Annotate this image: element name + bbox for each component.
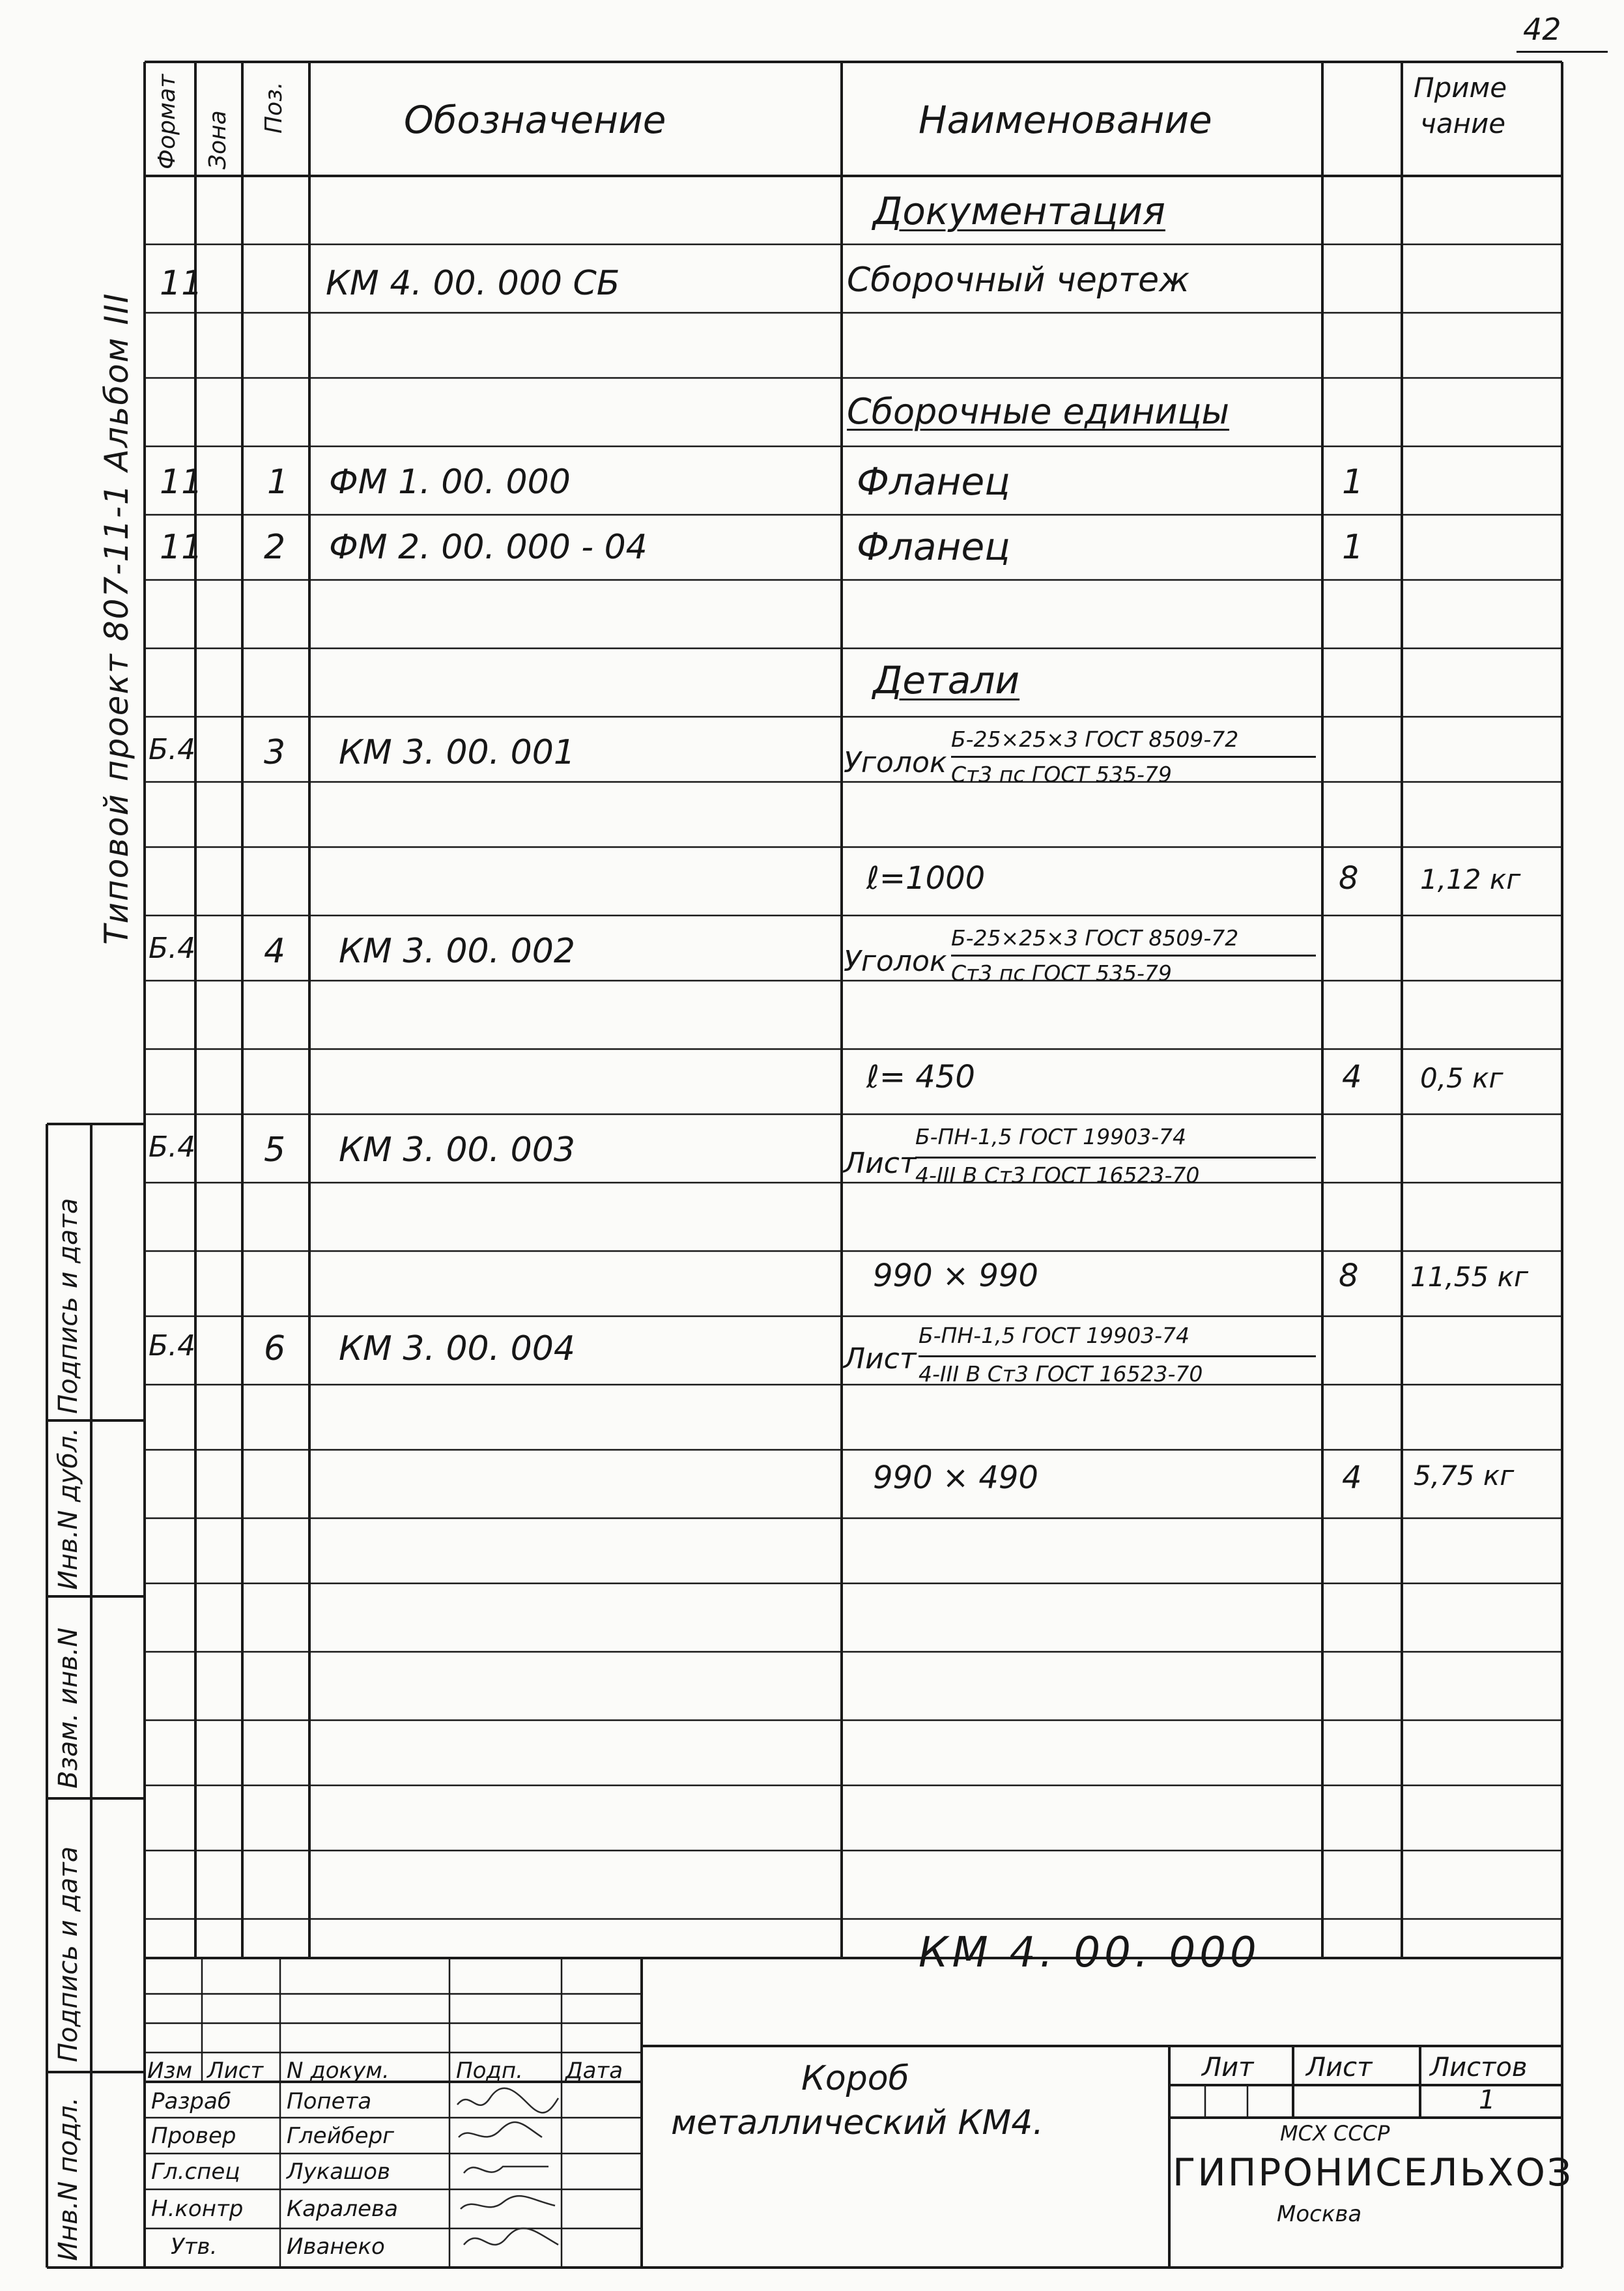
row-asm1-designation: ФМ 1. 00. 000 bbox=[329, 463, 571, 502]
tb-col-doc-no: N докум. bbox=[287, 2058, 390, 2084]
header-note-1: Приме bbox=[1414, 72, 1507, 104]
row-asm2-format: 11 bbox=[160, 528, 203, 567]
org-city: Москва bbox=[1277, 2201, 1362, 2227]
tb-col-date: Дата bbox=[565, 2058, 623, 2084]
row-p5-note: 11,55 кг bbox=[1410, 1261, 1529, 1293]
row-p3-size: ℓ=1000 bbox=[866, 860, 986, 897]
header-note-2: чание bbox=[1420, 108, 1506, 139]
row-p6-size: 990 × 490 bbox=[873, 1460, 1038, 1496]
tb-col-sign: Подп. bbox=[456, 2058, 523, 2084]
row-p3-designation: КМ 3. 00. 001 bbox=[339, 733, 575, 772]
row-p5-spec-top: Б-ПН-1,5 ГОСТ 19903-74 bbox=[915, 1124, 1186, 1149]
row-p4-format: Б.4 bbox=[149, 932, 196, 965]
tb-sheets-value: 1 bbox=[1479, 2085, 1496, 2115]
tb-name-developer: Попета bbox=[287, 2088, 372, 2114]
row-p5-size: 990 × 990 bbox=[873, 1258, 1038, 1294]
row-p4-designation: КМ 3. 00. 002 bbox=[339, 932, 575, 971]
section-assembly-units: Сборочные единицы bbox=[847, 391, 1230, 432]
row-doc-name: Сборочный чертеж bbox=[847, 261, 1190, 300]
row-p5-name: Лист bbox=[844, 1147, 917, 1180]
product-name-line-2: металлический КМ4. bbox=[671, 2103, 1044, 2142]
sheet-number-rule bbox=[1517, 51, 1608, 53]
tb-role-checker: Провер bbox=[151, 2123, 236, 2149]
album-caption: Типовой проект 807-11-1 Альбом III bbox=[98, 292, 135, 945]
row-p4-pos: 4 bbox=[264, 932, 286, 971]
row-asm2-pos: 2 bbox=[264, 528, 286, 567]
product-name-line-1: Короб bbox=[801, 2059, 909, 2098]
row-p5-qty: 8 bbox=[1339, 1258, 1359, 1294]
org-ministry: МСХ СССР bbox=[1280, 2121, 1390, 2146]
tb-col-izm: Изм bbox=[147, 2058, 193, 2084]
row-p3-qty: 8 bbox=[1339, 860, 1359, 897]
tb-role-chief: Гл.спец bbox=[151, 2159, 240, 2185]
row-p5-format: Б.4 bbox=[149, 1131, 196, 1164]
tb-role-approver: Утв. bbox=[171, 2234, 218, 2260]
signatures-image bbox=[451, 2085, 562, 2268]
sheet-number: 42 bbox=[1523, 12, 1561, 47]
tb-role-normcontrol: Н.контр bbox=[151, 2196, 244, 2222]
row-p3-note: 1,12 кг bbox=[1420, 863, 1521, 895]
tb-name-normcontrol: Каралева bbox=[287, 2196, 398, 2222]
header-designation: Обозначение bbox=[404, 98, 666, 142]
row-p5-pos: 5 bbox=[264, 1131, 286, 1170]
stamp-sign-date-2: Подпись и дата bbox=[53, 1198, 83, 1414]
tb-role-developer: Разраб bbox=[151, 2088, 231, 2114]
stamp-replace-inv: Взам. инв.N bbox=[53, 1627, 83, 1789]
row-asm2-designation: ФМ 2. 00. 000 - 04 bbox=[329, 528, 648, 567]
section-parts: Детали bbox=[873, 658, 1020, 702]
row-asm2-qty: 1 bbox=[1342, 528, 1364, 567]
row-p6-designation: КМ 3. 00. 004 bbox=[339, 1329, 575, 1368]
tb-name-chief: Лукашов bbox=[287, 2159, 391, 2185]
header-name: Наименование bbox=[919, 98, 1212, 142]
row-p4-spec-top: Б-25×25×3 ГОСТ 8509-72 bbox=[951, 925, 1239, 951]
row-p5-spec-bottom: 4-III В Ст3 ГОСТ 16523-70 bbox=[915, 1157, 1316, 1188]
row-p3-pos: 3 bbox=[264, 733, 286, 772]
tb-lit-label: Лит bbox=[1202, 2053, 1254, 2082]
row-p6-name: Лист bbox=[844, 1342, 917, 1376]
row-p3-name: Уголок bbox=[844, 746, 947, 779]
tb-col-list: Лист bbox=[207, 2058, 264, 2084]
row-p6-spec-top: Б-ПН-1,5 ГОСТ 19903-74 bbox=[919, 1323, 1190, 1348]
document-designation: КМ 4. 00. 000 bbox=[919, 1929, 1261, 1977]
header-pos: Поз. bbox=[261, 81, 287, 134]
stamp-inv-orig: Инв.N подл. bbox=[53, 2097, 83, 2261]
row-p5-designation: КМ 3. 00. 003 bbox=[339, 1131, 575, 1170]
row-asm2-name: Фланец bbox=[857, 525, 1010, 569]
org-name: ГИПРОНИСЕЛЬХОЗ bbox=[1173, 2150, 1574, 2195]
stamp-sign-date-1: Подпись и дата bbox=[53, 1846, 83, 2062]
tb-name-checker: Глейберг bbox=[287, 2123, 395, 2149]
row-p4-size: ℓ= 450 bbox=[866, 1059, 975, 1095]
row-asm1-pos: 1 bbox=[267, 463, 289, 502]
row-p4-qty: 4 bbox=[1342, 1059, 1362, 1095]
row-asm1-format: 11 bbox=[160, 463, 203, 502]
row-p3-spec-top: Б-25×25×3 ГОСТ 8509-72 bbox=[951, 727, 1239, 752]
row-p6-spec-bottom: 4-III В Ст3 ГОСТ 16523-70 bbox=[919, 1355, 1316, 1387]
row-doc-designation: КМ 4. 00. 000 СБ bbox=[326, 264, 620, 303]
row-p4-name: Уголок bbox=[844, 945, 947, 978]
row-p4-spec-bottom: Ст3 пс ГОСТ 535-79 bbox=[951, 955, 1316, 986]
tb-sheet-label: Лист bbox=[1306, 2053, 1373, 2082]
row-asm1-qty: 1 bbox=[1342, 463, 1364, 502]
row-p4-note: 0,5 кг bbox=[1420, 1062, 1503, 1094]
row-p3-format: Б.4 bbox=[149, 733, 196, 766]
tb-sheets-label: Листов bbox=[1430, 2053, 1528, 2082]
stamp-inv-dup: Инв.N дубл. bbox=[53, 1427, 83, 1590]
row-p6-note: 5,75 кг bbox=[1414, 1460, 1515, 1491]
section-documentation: Документация bbox=[873, 189, 1165, 233]
row-p6-pos: 6 bbox=[264, 1329, 286, 1368]
row-p6-format: Б.4 bbox=[149, 1329, 196, 1362]
row-p3-spec-bottom: Ст3 пс ГОСТ 535-79 bbox=[951, 756, 1316, 787]
tb-name-approver: Иванеко bbox=[287, 2234, 385, 2260]
header-zone: Зона bbox=[205, 110, 231, 169]
row-doc-format: 11 bbox=[160, 264, 203, 303]
row-p6-qty: 4 bbox=[1342, 1460, 1362, 1496]
header-format: Формат bbox=[154, 74, 180, 169]
row-asm1-name: Фланец bbox=[857, 459, 1010, 504]
